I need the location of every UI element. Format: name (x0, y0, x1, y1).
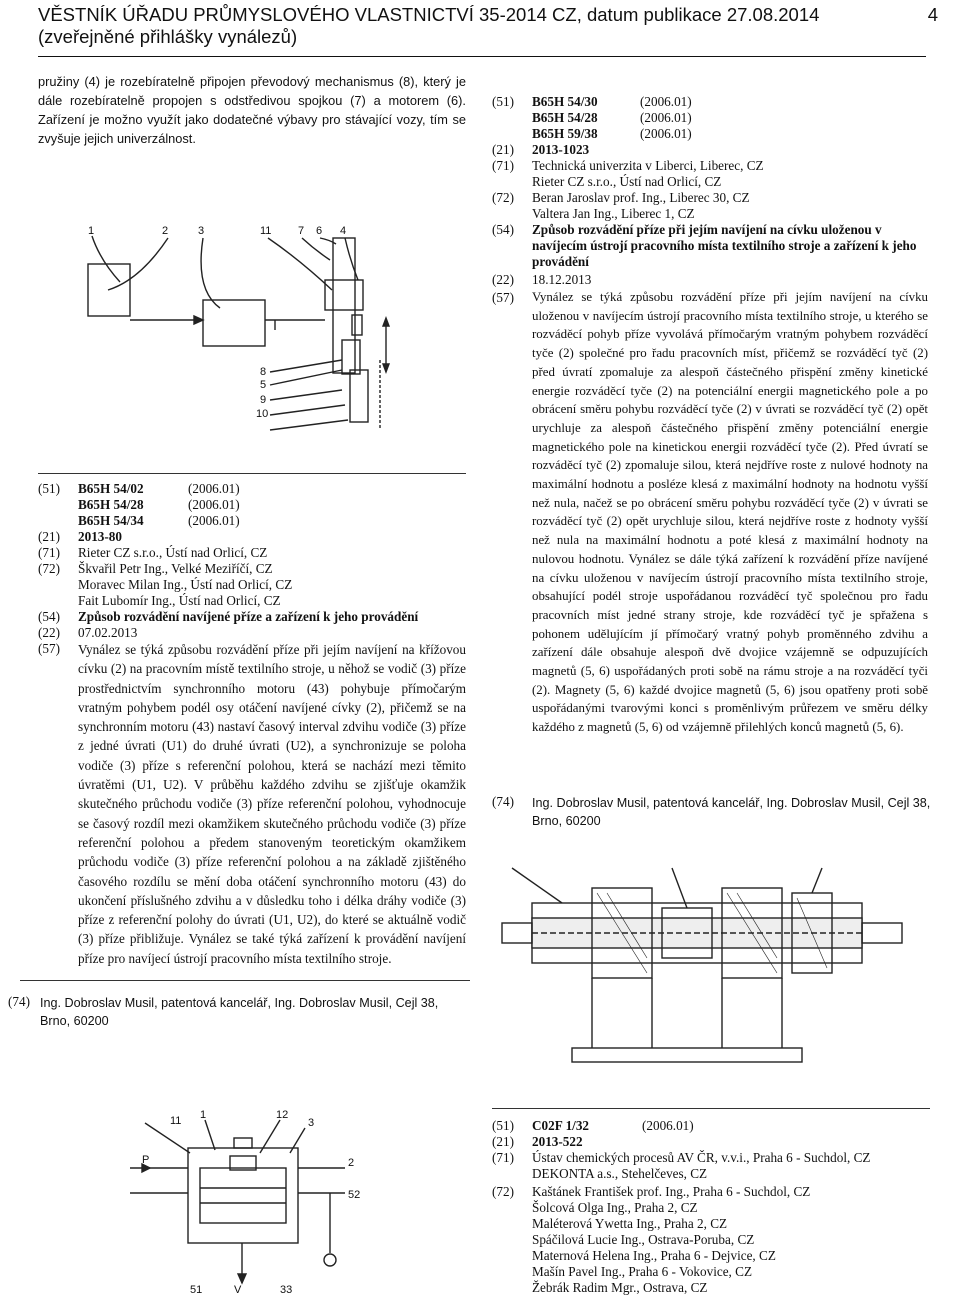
figure-2-diagram (492, 848, 932, 1073)
fig1-label: 2 (162, 225, 169, 237)
fig1-label: 5 (260, 379, 267, 391)
fig3-label: V (234, 1284, 242, 1296)
fig3-label: 1 (200, 1109, 207, 1121)
entry-c-inventors: (72) Kaštánek František prof. Ing., Praha 6 - Suchdol, CZ Šolcová Olga Ing., Praha 2, CZ Maléterová Ywetta Ing., Praha 2, CZ Spáčilová Lucie Ing., Ostrava-Poruba, CZ Maternová Helena Ing., Praha 6 - Dejvice, CZ Mašín Pavel Ing., Praha 6 - Vokovice, CZ Žebrák Radim Mgr., Ostrava, CZ (492, 1184, 811, 1295)
entry-c-applicants: (71) Ústav chemických procesů AV ČR, v.v.i., Praha 6 - Suchdol, CZ DEKONTA a.s., Stehelčeves, CZ (492, 1150, 871, 1181)
fig1-label: 10 (256, 408, 269, 420)
fig3-label: 11 (170, 1115, 182, 1127)
entry-b-attorney: (74) Ing. Dobroslav Musil, patentová kancelář, Ing. Dobroslav Musil, Cejl 38, Brno, 60200 (492, 794, 931, 828)
fig1-label: 3 (198, 225, 205, 237)
entry-rule (492, 1108, 930, 1109)
figure-1-diagram (80, 220, 410, 435)
fig3-label: 2 (348, 1157, 355, 1169)
fig3-label: 12 (276, 1109, 289, 1121)
page-header (38, 4, 938, 48)
fig1-label: 11 (260, 225, 272, 237)
fig1-label: 9 (260, 394, 267, 406)
entry-a-classification: (51) B65H 54/02 (2006.01) B65H 54/28 (2006.01) B65H 54/34 (2006.01) (38, 481, 240, 528)
fig1-label: 1 (88, 225, 95, 237)
entry-rule (38, 473, 466, 474)
figure-3-diagram (130, 1108, 380, 1298)
entry-a-inventors: (72) Škvařil Petr Ing., Velké Meziříčí, CZ Moravec Milan Ing., Ústí nad Orlicí, CZ Fait Lubomír Ing., Ústí nad Orlicí, CZ (38, 561, 293, 608)
fig3-label: 3 (308, 1117, 315, 1129)
fig1-label: 7 (298, 225, 305, 237)
header-rule (38, 56, 926, 57)
entry-b-inventors: (72) Beran Jaroslav prof. Ing., Liberec 30, CZ Valtera Jan Ing., Liberec 1, CZ (492, 190, 750, 221)
fig3-label: 51 (190, 1284, 203, 1296)
journal-title: VĚSTNÍK ÚŘADU PRŮMYSLOVÉHO VLASTNICTVÍ 35-2014 CZ, datum publikace 27.08.2014 (38, 4, 820, 25)
entry-rule (20, 980, 470, 981)
entry-a-abstract: Vynález se týká způsobu rozvádění příze při jejím navíjení na křížovou cívku (2) na pracovním místě textilního stroje, u něhož se vodič (3) příze prostřednictvím synchronního motoru (43) pohybuje přímočarým vratným pohybem podél osy otáčení navíjené cívky (2), přičemž se na synchronním motoru (43) nastaví časový interval zdvihu vodiče (3) příze z jedné úvrati (U1) do druhé úvrati (U2), a synchronizuje se poloha vodiče (3) příze s referenční polohou, která se nachází mezi těmito úvratěmi (U1, U2). V průběhu každého zdvihu se zjišťuje okamžik skutečného průchodu vodiče (3) příze referenční polohou, vyhodnocuje se časový rozdíl mezi okamžikem skutečného průchodu vodiče (3) příze referenční polohou a předem stanoveným teoretickým okamžikem průchodu vodiče (3) příze referenční polohou a na základě zjištěného časového rozdílu se mění doba otáčení synchronního motoru (43) do ukončení příslušného zdvihu a v důsledku toho i délka dráhy vodiče (3) příze z referenční polohy do úvrati (U1, U2), do které se aktuálně vodič (3) příze přibližuje. Vynález se také týká zařízení k provádění navíjení příze pro navíjecí ústrojí pracovního místa textilního stroje. (78, 642, 466, 966)
fig3-label: 33 (280, 1284, 293, 1296)
page-number: 4 (927, 4, 938, 25)
entry-b-abstract: Vynález se týká způsobu rozvádění příze při jejím navíjení na cívku uloženou v navíjecím ústrojí pracovního místa textilního stroje, u kterého se rozváděcí pohyb příze vyvolává přímočarým vratným pohybem rozváděcí tyče (2) společné pro řadu pracovních míst, přičemž se rozváděcí tyč (2) před úvratí zpomaluje za alespoň částečného přispění změny kinetické energie rozváděcí tyče (2) na potenciální energii magnetického pole a po obrácení směru pohybu rozváděcí tyče (2) v úvrati se rozváděcí tyč (2) opět urychluje za alespoň částečného přispění změny potenciální energie magnetického pole na kinetickou energii rozváděcí tyče (2). Před úvratí se rozváděcí tyč (2) zpomaluje silou, která nejdříve roste z nulové hodnoty na maximální hodnotu a posléze klesá z maximální hodnoty na hodnotu vyšší než nula, načež se po obrácení směru pohybu rozváděcí tyče (2) v úvrati se rozváděcí tyč (2) opět urychluje silou, která nejdříve roste z hodnoty vyšší než nula na maximální hodnotu a poté klesá z maximální hodnoty na nulovou hodnotu. Vynález se dále týká zařízení k rozvádění příze navíjené na cívku uloženou v navíjecím ústrojí pracovního místa textilního stroje, obsahující podél stroje uspořádanou rozváděcí tyč společnou pro řadu pracovních míst jedné strany stroje, kde rozváděcí tyč je spřažena s pohonem udělujícím jí přímočarý vratný pohyb proměnného zdvihu a zařízení dále obsahuje alespoň dvě dvojice vzájemně se odpuzujících magnetů (5, 6) uspořádaných proti sobě na rámu stroje a na rozváděcí tyči (2). Magnety (5, 6) každé dvojice magnetů (5, 6) jsou opatřeny proti sobě uspořádanými tvarovými konci s proměnlivým průřezem ve směru délky každého z magnetů (5, 6) od vzájemně přilehlých konců magnetů (5, 6). (532, 290, 928, 735)
intro-paragraph: pružiny (4) je rozebíratelně připojen převodový mechanismus (8), který je dále rozebíratelně propojen s odstředivou spojkou (7) a motorem (6). Zařízení je možno využít jako dodatečné výbavy pro stávající vozy, tím se zvyšuje jejich univerzálnost. (38, 74, 466, 146)
entry-b-title: (54) Způsob rozvádění příze při jejím navíjení na cívku uloženou v navíjecím ústrojí pracovního místa textilního stroje a zařízení k jeho provádění (492, 222, 917, 269)
fig3-label: 52 (348, 1189, 361, 1201)
fig1-label: 6 (316, 225, 323, 237)
fig3-label: P (142, 1154, 150, 1166)
fig1-label: 4 (340, 225, 347, 237)
entry-b-applicants: (71) Technická univerzita v Liberci, Liberec, CZ Rieter CZ s.r.o., Ústí nad Orlicí, CZ (492, 158, 764, 189)
entry-b-abstract-code: (57) (492, 290, 514, 305)
journal-subtitle: (zveřejněné přihlášky vynálezů) (38, 26, 298, 47)
entry-b-classification: (51) B65H 54/30 (2006.01) B65H 54/28 (2006.01) B65H 59/38 (2006.01) (492, 94, 692, 141)
entry-a-attorney: (74) Ing. Dobroslav Musil, patentová kancelář, Ing. Dobroslav Musil, Cejl 38, Brno, 60200 (8, 994, 439, 1028)
entry-a-abstract-code: (57) (38, 641, 60, 656)
fig1-label: 8 (260, 366, 267, 378)
